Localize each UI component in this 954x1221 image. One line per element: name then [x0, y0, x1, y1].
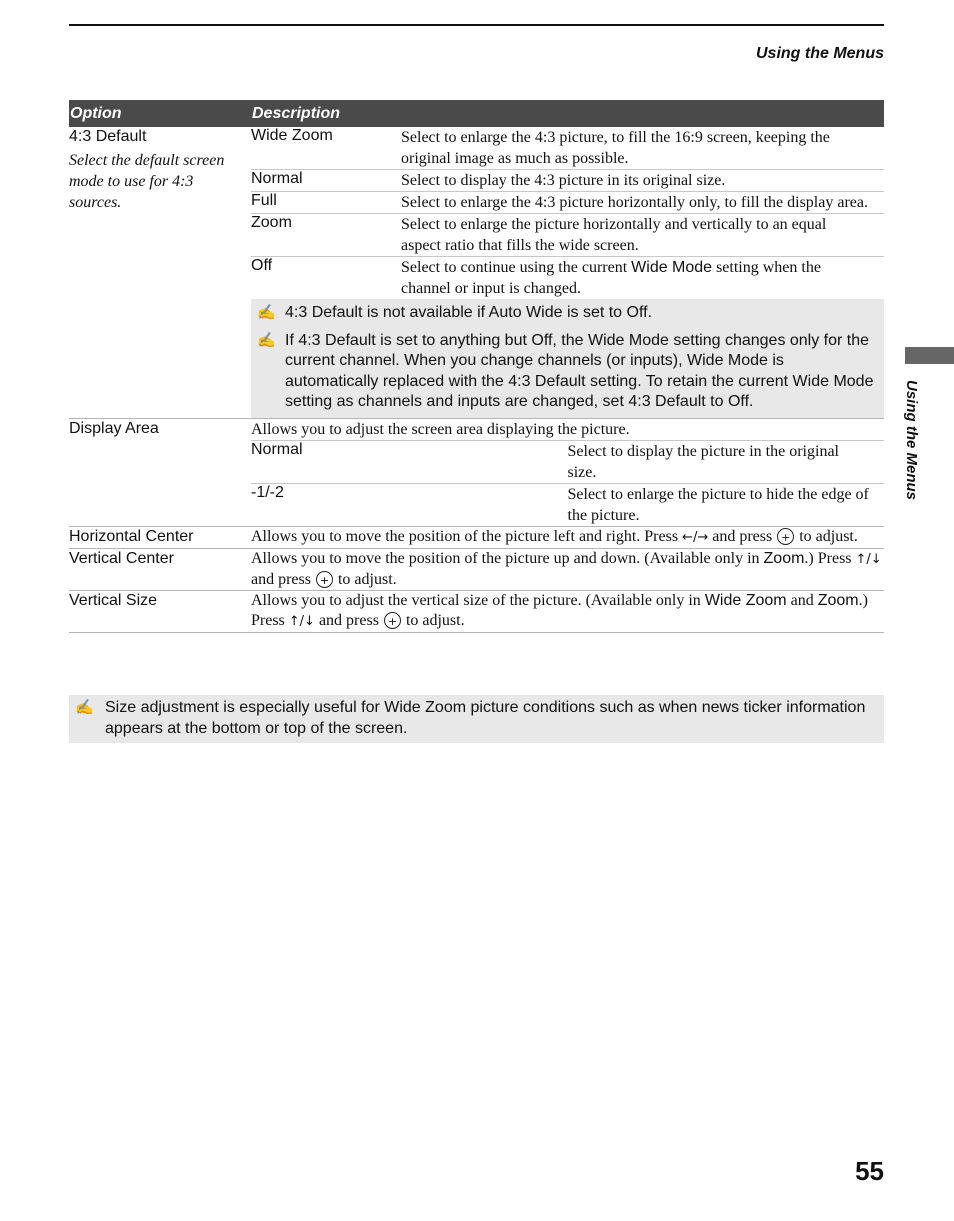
- sub-text: Select to enlarge the picture to hide the edge of the picture.: [567, 485, 869, 524]
- option-name: 4:3 Default: [69, 128, 147, 145]
- option-name: Vertical Center: [69, 549, 174, 567]
- option-cell: [69, 548, 251, 590]
- enter-button-icon: +: [777, 528, 794, 545]
- sub-row: [251, 257, 884, 300]
- text-part: Allows you to move the position of the picture left and right. Press: [251, 527, 683, 545]
- table-row: [69, 590, 884, 632]
- section-title: Using the Menus: [755, 45, 884, 62]
- text-part: to adjust.: [405, 611, 465, 629]
- option-name: Horizontal Center: [69, 527, 194, 545]
- up-down-arrows-icon: ↑/↓: [855, 551, 882, 567]
- enter-button-icon: +: [316, 571, 333, 588]
- note-pencil-icon: ✍: [257, 331, 276, 349]
- sub-text: Select to display the 4:3 picture in its original size.: [401, 170, 884, 192]
- sub-row: [251, 214, 884, 257]
- text-part: and press: [708, 527, 773, 545]
- sub-name: Wide Zoom: [251, 127, 401, 170]
- enter-button-icon: +: [384, 612, 401, 629]
- note-text: 4:3 Default is not available if Auto Wide is set to Off.: [285, 304, 653, 321]
- description-cell: [251, 418, 884, 526]
- sub-text: [401, 257, 884, 300]
- text-part: to adjust.: [799, 527, 858, 545]
- text-part: to adjust.: [337, 570, 397, 588]
- table-row: [69, 526, 884, 548]
- sub-option-table: [251, 419, 884, 526]
- option-name: Display Area: [69, 419, 159, 437]
- header-option: Option: [69, 100, 251, 127]
- header-description: Description: [251, 100, 884, 127]
- sub-name: Normal: [251, 170, 401, 192]
- option-cell: [69, 127, 251, 418]
- term-wide-mode: Wide Mode: [631, 259, 713, 276]
- sub-intro: Allows you to adjust the screen area displaying the picture.: [251, 419, 884, 441]
- text-part: setting when the channel or input is changed.: [401, 259, 821, 297]
- bottom-note-text: Size adjustment is especially useful for Wide Zoom picture conditions such as when news ticker information appears at the bottom or top of the screen.: [105, 699, 866, 737]
- sub-name: Off: [251, 257, 273, 274]
- table-row: [69, 127, 884, 418]
- sub-row: [251, 192, 884, 214]
- text-part: and press: [314, 611, 379, 629]
- sub-text: Select to enlarge the picture horizontally and vertically to an equal aspect ratio that fills the wide screen.: [401, 214, 884, 257]
- term-zoom: Zoom: [763, 549, 805, 567]
- note-pencil-icon: ✍: [257, 304, 276, 321]
- options-table: [69, 100, 884, 633]
- sub-name: -1/-2: [251, 483, 284, 501]
- description-cell: [251, 590, 884, 632]
- table-row: [69, 418, 884, 526]
- sub-row: [251, 170, 884, 192]
- page-number: 55: [855, 1156, 884, 1186]
- text-part: .) Press: [804, 549, 856, 567]
- note-item: [257, 331, 874, 413]
- term-zoom: Zoom: [817, 591, 859, 609]
- table-row: [69, 548, 884, 590]
- bottom-note: [69, 695, 884, 743]
- text-part: .) Press: [251, 591, 868, 629]
- sub-row: [251, 419, 884, 441]
- up-down-arrows-icon: ↑/↓: [288, 613, 315, 629]
- table-header-row: [69, 100, 884, 127]
- sub-text: Select to display the picture in the original size.: [568, 440, 885, 483]
- sub-name: Full: [251, 192, 401, 214]
- text-part: and: [786, 591, 818, 609]
- text-part: Allows you to adjust the vertical size of the picture. (Available only in: [251, 591, 705, 609]
- option-cell: [69, 418, 251, 526]
- sub-option-table: [251, 127, 884, 299]
- option-cell: [69, 590, 251, 632]
- description-cell: [251, 526, 884, 548]
- note-pencil-icon: ✍: [75, 699, 94, 716]
- sub-name: Normal: [251, 440, 568, 483]
- text-part: and press: [251, 570, 311, 588]
- text-part: Allows you to move the position of the picture up and down. (Available only in: [251, 549, 764, 567]
- sub-text: Select to enlarge the 4:3 picture, to fill the 16:9 screen, keeping the original image as much as possible.: [401, 127, 884, 170]
- description-cell: [251, 127, 884, 418]
- note-text: If 4:3 Default is set to anything but Off, the Wide Mode setting changes only for the current channel. When you change channels (or inputs), Wide Mode is automatically replaced with the 4:3 Default setting. To retain the current Wide Mode setting as channels and inputs are changed, set 4:3 Default to Off.: [285, 331, 874, 410]
- sub-row: [251, 440, 884, 483]
- side-tab-label: Using the Menus: [903, 380, 920, 501]
- side-tab-marker: [905, 347, 954, 364]
- description-cell: [251, 548, 884, 590]
- header-rule: [69, 24, 884, 26]
- sub-text: Select to enlarge the 4:3 picture horizontally only, to fill the display area.: [401, 192, 884, 214]
- option-description: Select the default screen mode to use for 4:3 sources.: [69, 152, 225, 211]
- term-wide-zoom: Wide Zoom: [704, 591, 787, 609]
- text-part: Select to continue using the current: [401, 259, 632, 276]
- sub-name: Zoom: [251, 214, 401, 257]
- left-right-arrows-icon: ←/→: [682, 529, 709, 545]
- note-item: [257, 303, 874, 324]
- note-block: [251, 299, 884, 418]
- sub-row: [251, 483, 884, 526]
- sub-row: [251, 127, 884, 170]
- option-name: Vertical Size: [69, 591, 158, 609]
- option-cell: [69, 526, 251, 548]
